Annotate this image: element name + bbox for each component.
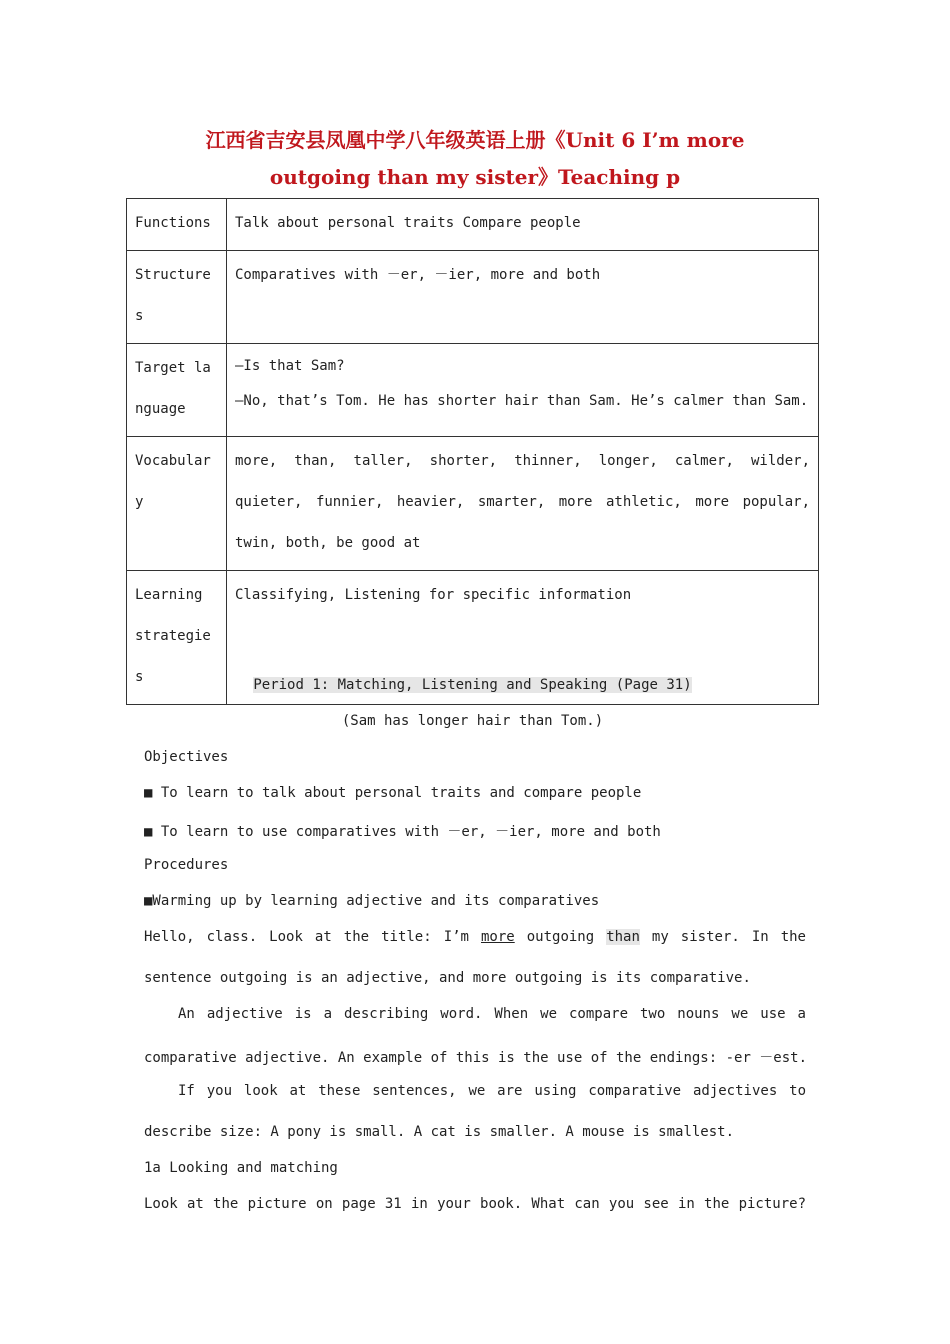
- period-subheading: (Sam has longer hair than Tom.): [341, 713, 604, 729]
- learning-strategies-text: Classifying, Listening for specific information: [235, 587, 632, 603]
- paragraph-1-line-1: [144, 929, 806, 945]
- p1-text-c: my sister. In the: [639, 929, 806, 945]
- section-heading-1a: 1a Looking and matching: [144, 1160, 338, 1176]
- table-row: [127, 344, 819, 437]
- row-value-vocabulary: [227, 437, 819, 571]
- paragraph-3-line-2: describe size: A pony is small. A cat is smaller. A mouse is smallest.: [144, 1124, 735, 1140]
- vocabulary-text: more, than, taller, shorter, thinner, longer, calmer, wilder, quieter, funnier, heavier, smarter, more athletic, more popular, twin, both, be good at: [235, 453, 810, 551]
- row-label-learning-strategies: Learning strategies: [127, 571, 227, 705]
- paragraph-2-line-2: comparative adjective. An example of this is the use of the endings: -er －est.: [144, 1050, 808, 1066]
- warmup-heading: ■Warming up by learning adjective and its comparatives: [144, 893, 600, 909]
- period-heading: [126, 677, 819, 693]
- paragraph-3-line-1: If you look at these sentences, we are using comparative adjectives to: [178, 1083, 806, 1099]
- underlined-more: more: [481, 929, 515, 945]
- functions-text: Talk about personal traits Compare people: [235, 215, 581, 231]
- structures-text: Comparatives with －er, －ier, more and both: [235, 267, 601, 283]
- table-row: [127, 199, 819, 251]
- row-label-vocabulary: Vocabulary: [127, 437, 227, 571]
- objectives-label: Objectives: [144, 749, 229, 765]
- table-row: [127, 437, 819, 571]
- paragraph-4: Look at the picture on page 31 in your book. What can you see in the picture?: [144, 1196, 806, 1212]
- period-heading-text: Period 1: Matching, Listening and Speaking (Page 31): [253, 677, 692, 693]
- objective-item-1: ■ To learn to talk about personal traits and compare people: [144, 785, 642, 801]
- lesson-plan-table: [126, 198, 819, 705]
- p1-text-b: outgoing: [514, 929, 607, 945]
- row-value-target-language: [227, 344, 819, 437]
- document-title-line-1: 江西省吉安县凤凰中学八年级英语上册《Unit 6 I’m more: [205, 128, 745, 152]
- objective-item-2: ■ To learn to use comparatives with －er, －ier, more and both: [144, 824, 661, 840]
- row-label-target-language: Target language: [127, 344, 227, 437]
- procedures-label: Procedures: [144, 857, 229, 873]
- p1-text-a: Hello, class. Look at the title: I’m: [144, 929, 481, 945]
- target-language-line-1: —Is that Sam?: [235, 358, 345, 374]
- highlighted-than: than: [606, 929, 640, 945]
- paragraph-2-line-1: An adjective is a describing word. When we compare two nouns we use a: [178, 1006, 806, 1022]
- target-language-line-2: —No, that’s Tom. He has shorter hair than Sam. He’s calmer than Sam.: [235, 393, 809, 409]
- row-label-structures: Structures: [127, 251, 227, 344]
- row-value-functions: [227, 199, 819, 251]
- paragraph-1-line-2: sentence outgoing is an adjective, and more outgoing is its comparative.: [144, 970, 751, 986]
- row-label-functions: Functions: [127, 199, 227, 251]
- table-row: [127, 251, 819, 344]
- row-value-structures: [227, 251, 819, 344]
- document-title-line-2: outgoing than my sister》Teaching p: [269, 165, 681, 189]
